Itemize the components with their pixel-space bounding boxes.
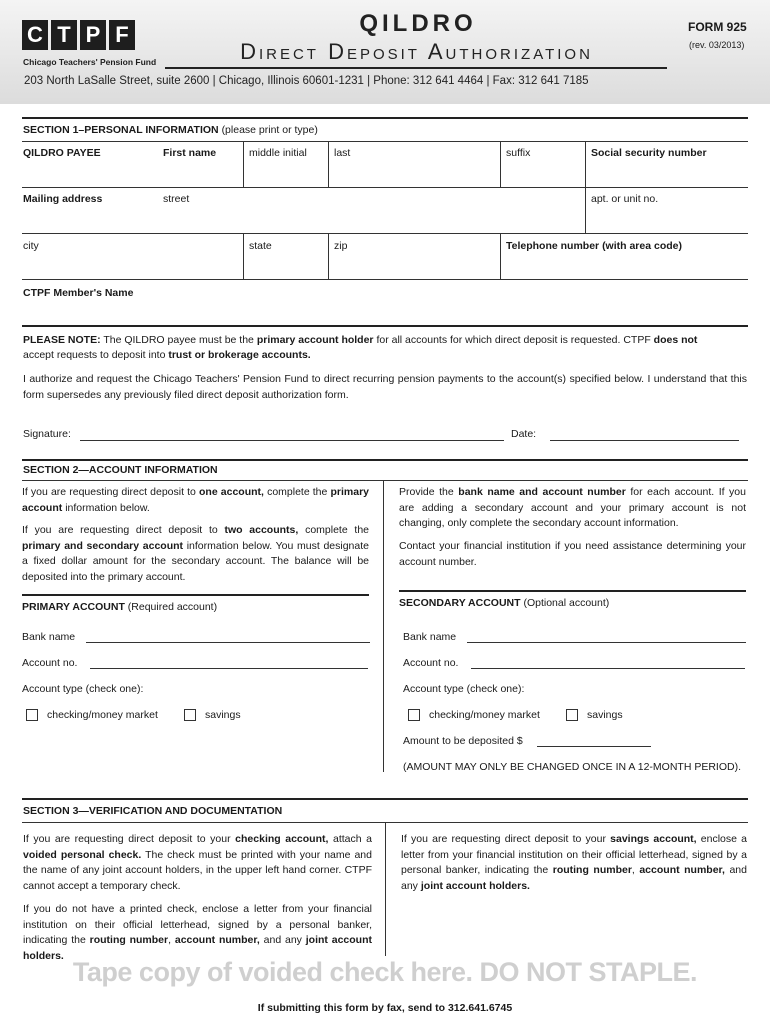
section3-top-rule xyxy=(22,798,748,800)
state-label[interactable]: state xyxy=(249,240,272,252)
primary-account-no-label: Account no. xyxy=(22,657,78,669)
primary-savings-label: savings xyxy=(205,709,241,721)
street-label[interactable]: street xyxy=(163,193,190,205)
logo-letter: T xyxy=(51,20,77,50)
secondary-bank-name-line[interactable] xyxy=(467,642,746,643)
primary-account-rule xyxy=(22,594,369,596)
secondary-account-no-label: Account no. xyxy=(403,657,459,669)
secondary-checking-checkbox[interactable] xyxy=(408,709,420,721)
secondary-account-type-label: Account type (check one): xyxy=(403,683,525,695)
section1-note: (please print or type) xyxy=(221,124,318,136)
section2-right-para1: Provide the bank name and account number for each account. If you are adding a secondary account and your primary account is not changing, only complete the secondary account information. xyxy=(399,486,746,529)
please-note-line1 xyxy=(23,333,697,348)
tape-check-instruction: Tape copy of voided check here. DO NOT STAPLE. xyxy=(72,957,698,987)
section1-header-rule xyxy=(22,141,748,142)
secondary-checking-label: checking/money market xyxy=(429,709,540,721)
first-name-label[interactable]: First name xyxy=(163,147,217,159)
city-label[interactable]: city xyxy=(23,240,39,252)
suffix-label[interactable]: suffix xyxy=(506,147,531,159)
signature-label: Signature: xyxy=(23,428,71,440)
member-name-label[interactable]: CTPF Member's Name xyxy=(23,287,134,299)
section3-left-para2: If you do not have a printed check, enclose a letter from your financial institution on their official letterhead, signed by a personal banker, indicating the routing number, account number, and any joint account holders. xyxy=(23,903,372,962)
payee-label: QILDRO PAYEE xyxy=(23,147,101,159)
secondary-savings-checkbox[interactable] xyxy=(566,709,578,721)
primary-bank-name-label: Bank name xyxy=(22,631,76,643)
section2-top-rule xyxy=(22,459,748,461)
section2-left-para2: If you are requesting direct deposit to two accounts, complete the primary and secondary account information below. You must designate a fixed dollar amount for the secondary account. The balance will be deposited into the primary account. xyxy=(22,524,370,583)
primary-checking-checkbox[interactable] xyxy=(26,709,38,721)
section2-header-rule xyxy=(22,480,748,481)
note-text: The QILDRO payee must be the xyxy=(103,334,254,346)
section2-right-para2: Contact your financial institution if you need assistance determining your account number. xyxy=(399,540,746,568)
column-divider xyxy=(385,822,386,956)
row-rule xyxy=(22,279,748,280)
please-note-line2 xyxy=(23,348,311,363)
divider xyxy=(243,233,244,279)
divider xyxy=(500,233,501,279)
amount-note: (AMOUNT MAY ONLY BE CHANGED ONCE IN A 12-MONTH PERIOD). xyxy=(403,761,741,773)
amount-line[interactable] xyxy=(537,746,651,747)
title-underline xyxy=(165,67,667,69)
secondary-savings-label: savings xyxy=(587,709,623,721)
note-bold: trust or brokerage accounts. xyxy=(168,349,311,361)
primary-account-heading: PRIMARY ACCOUNT (Required account) xyxy=(22,601,218,613)
secondary-bank-name-label: Bank name xyxy=(403,631,457,643)
fax-instruction: If submitting this form by fax, send to 312.641.6745 xyxy=(257,1002,513,1014)
logo-letter: F xyxy=(109,20,135,50)
note-text: accept requests to deposit into xyxy=(23,349,166,361)
zip-label[interactable]: zip xyxy=(334,240,348,252)
primary-account-type-label: Account type (check one): xyxy=(22,683,144,695)
form-title: QILDRO xyxy=(359,10,477,37)
row-rule xyxy=(22,233,748,234)
divider xyxy=(328,233,329,279)
form-subtitle: Direct Deposit Authorization xyxy=(240,39,593,64)
section2-left-para1: If you are requesting direct deposit to one account, complete the primary account information below. xyxy=(22,486,370,514)
secondary-account-heading: SECONDARY ACCOUNT (Optional account) xyxy=(399,597,610,609)
secondary-account-no-line[interactable] xyxy=(471,668,745,669)
middle-initial-label[interactable]: middle initial xyxy=(249,147,307,159)
divider xyxy=(585,141,586,187)
logo-letter: P xyxy=(80,20,106,50)
column-divider xyxy=(383,480,384,772)
row-rule xyxy=(22,187,748,188)
signature-line[interactable] xyxy=(80,440,504,441)
note-top-rule xyxy=(22,325,748,327)
primary-bank-name-line[interactable] xyxy=(86,642,370,643)
primary-savings-checkbox[interactable] xyxy=(184,709,196,721)
note-text: for all accounts for which direct deposit is requested. CTPF xyxy=(376,334,651,346)
secondary-account-rule xyxy=(399,590,746,592)
divider xyxy=(585,187,586,233)
form-revision: (rev. 03/2013) xyxy=(689,40,745,50)
date-line[interactable] xyxy=(550,440,739,441)
note-bold: does not xyxy=(653,334,698,346)
amount-label: Amount to be deposited $ xyxy=(403,735,523,747)
note-label: PLEASE NOTE: xyxy=(23,334,101,346)
last-name-label[interactable]: last xyxy=(334,147,351,159)
form-number: FORM 925 xyxy=(688,20,747,34)
section3-title: SECTION 3—VERIFICATION AND DOCUMENTATION xyxy=(23,805,283,817)
authorization-text: I authorize and request the Chicago Teachers' Pension Fund to direct recurring pension payments to the account(s) specified below. I understand that this form supersedes any previously filed direct deposit authorization form. xyxy=(23,373,747,401)
divider xyxy=(243,141,244,187)
primary-checking-label: checking/money market xyxy=(47,709,158,721)
section1-heading xyxy=(23,123,318,138)
section3-right-para: If you are requesting direct deposit to your savings account, enclose a letter from your financial institution on their official letterhead, signed by a personal banker, indicating the routing number, account number, and any joint account holders. xyxy=(401,833,748,892)
section1-top-rule xyxy=(22,117,748,119)
section1-title: SECTION 1–PERSONAL INFORMATION xyxy=(23,124,219,136)
logo-subtitle: Chicago Teachers' Pension Fund xyxy=(23,57,157,67)
contact-address: 203 North LaSalle Street, suite 2600 | Chicago, Illinois 60601-1231 | Phone: 312 641 4464 | Fax: 312 641 7185 xyxy=(24,75,589,87)
primary-account-no-line[interactable] xyxy=(90,668,368,669)
logo-letter: C xyxy=(22,20,48,50)
section2-title: SECTION 2—ACCOUNT INFORMATION xyxy=(23,464,218,476)
telephone-label[interactable]: Telephone number (with area code) xyxy=(506,240,682,252)
divider xyxy=(500,141,501,187)
section3-left-para1: If you are requesting direct deposit to your checking account, attach a voided personal check. The check must be printed with your name and the name of any joint account holders, in the upper left hand corner. CTPF cannot accept a temporary check. xyxy=(23,833,372,892)
apt-label[interactable]: apt. or unit no. xyxy=(591,193,659,205)
ctpf-logo xyxy=(22,20,138,50)
mailing-address-label: Mailing address xyxy=(23,193,103,205)
divider xyxy=(328,141,329,187)
ssn-label[interactable]: Social security number xyxy=(591,147,707,159)
note-bold: primary account holder xyxy=(256,334,374,346)
date-label: Date: xyxy=(511,428,537,440)
